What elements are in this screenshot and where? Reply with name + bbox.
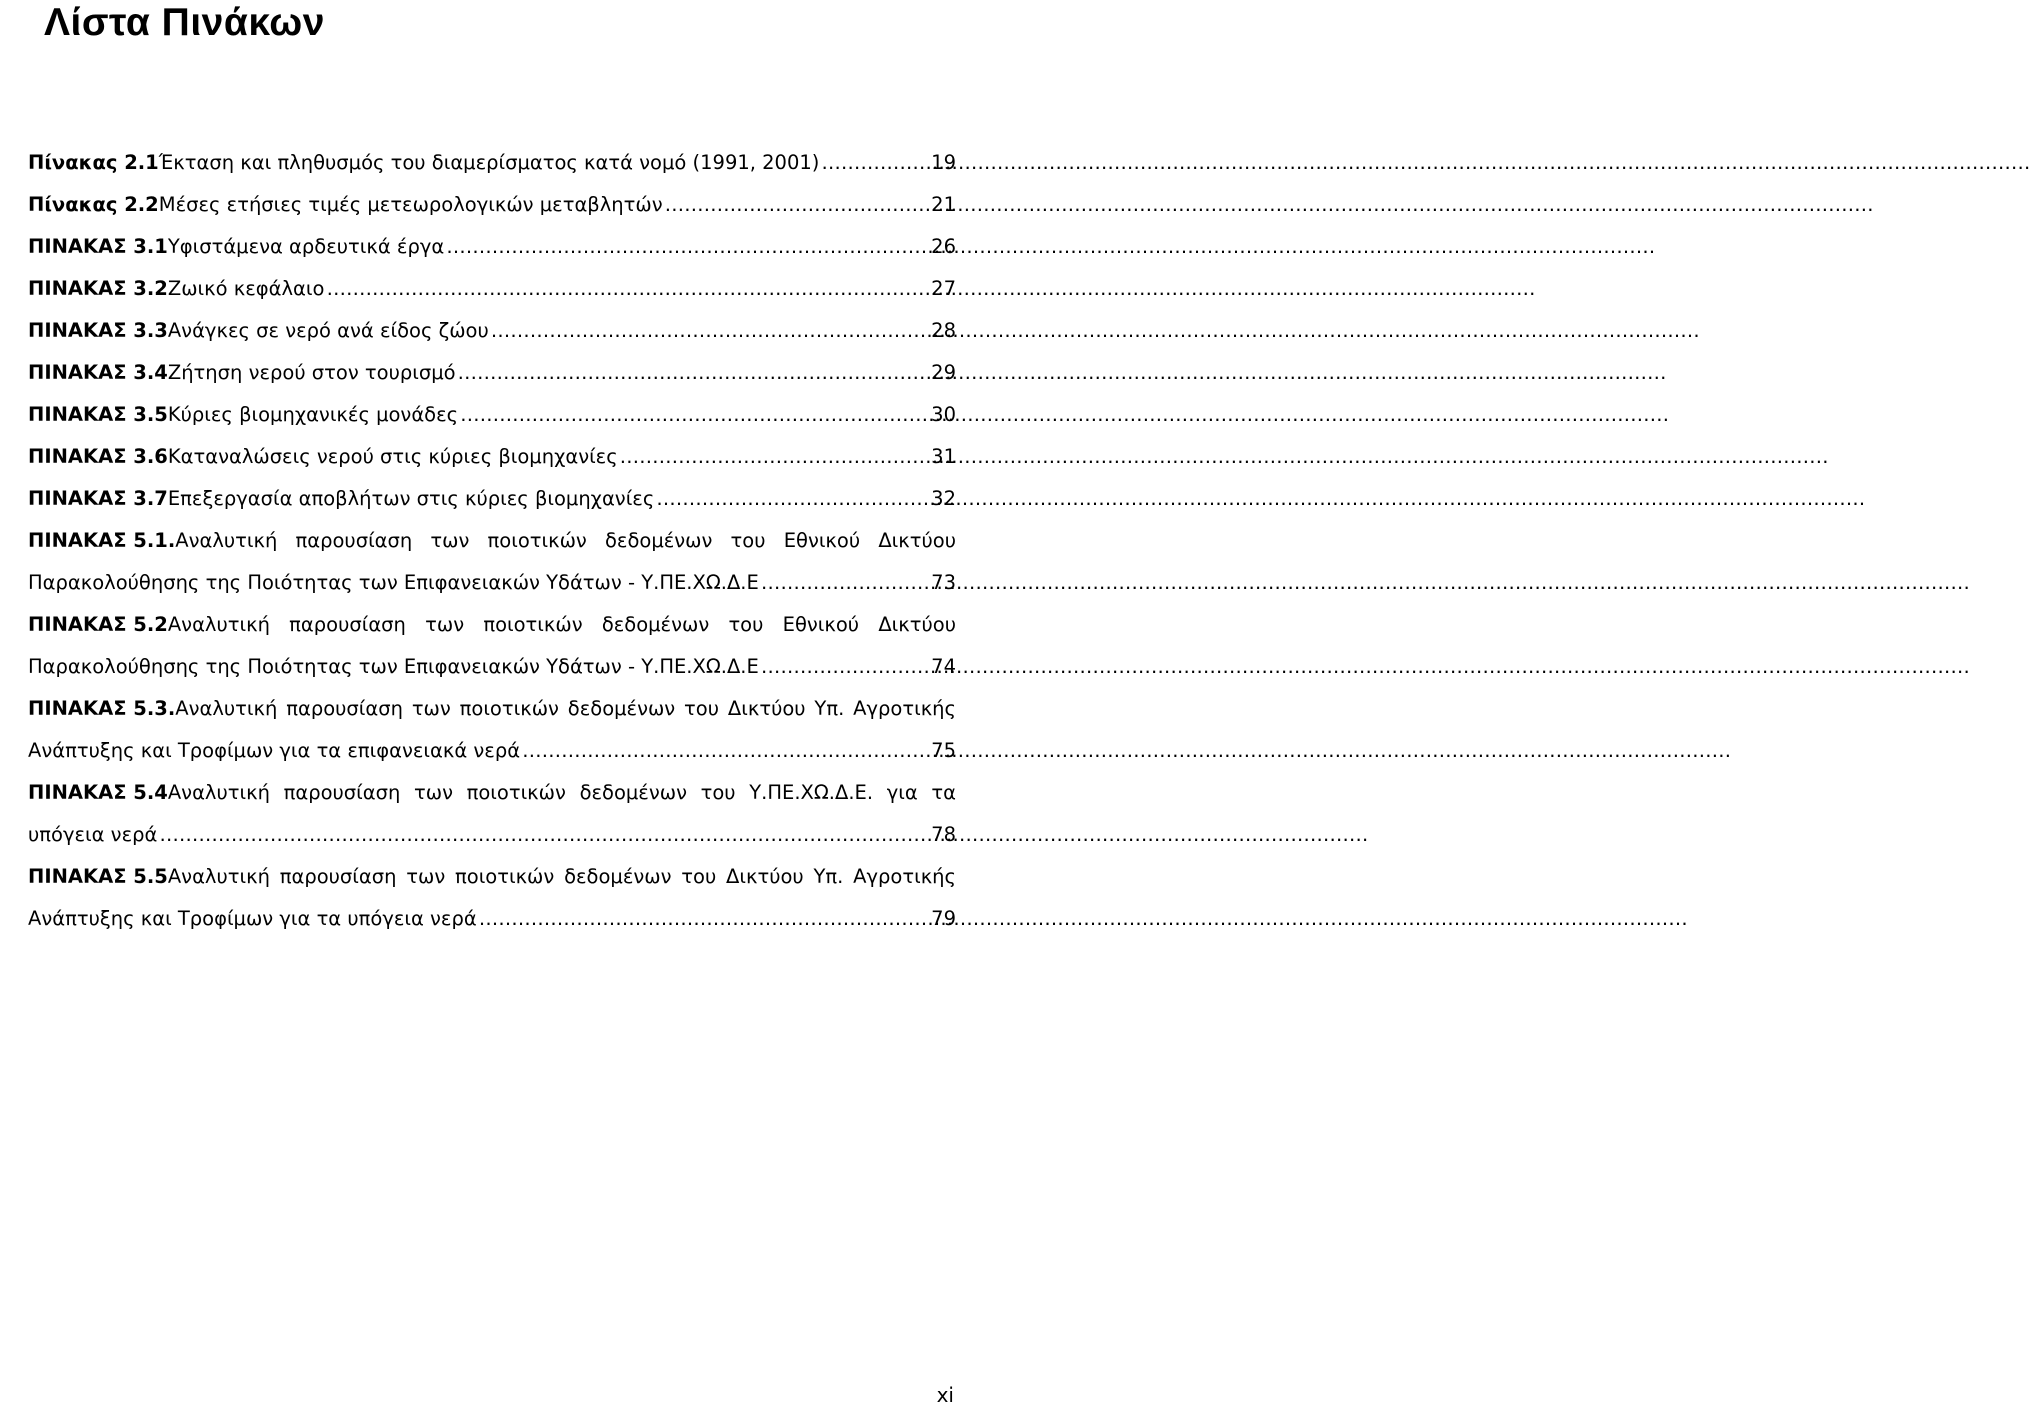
toc-entry-page: 32 [931,487,956,510]
toc-entry-title: Ζωικό κεφάλαιο [167,277,325,300]
toc-entry-page: 74 [931,655,956,678]
toc-entry-title: Μέσες ετήσιες τιμές μετεωρολογικών μεταβλητών [158,193,663,216]
dot-leader [759,565,930,600]
dot-leader [759,649,930,684]
dot-leader [489,313,930,348]
toc-entry-title: Αναλυτική παρουσίαση των ποιοτικών δεδομένων του Εθνικού Δικτύου [175,529,956,552]
dot-leader [444,229,930,264]
toc-entry-page: 78 [931,823,956,846]
toc-entry-label: ΠΙΝΑΚΑΣ 3.7 [28,487,168,510]
toc-entry-title-continued: Ανάπτυξης και Τροφίμων για τα υπόγεια νερά [28,907,477,930]
toc-entry-title: Αναλυτική παρουσίαση των ποιοτικών δεδομένων του Υ.ΠΕ.ΧΩ.Δ.Ε. για τα [167,781,956,804]
toc-entry[interactable] [28,439,956,474]
toc-entry-title: Υφιστάμενα αρδευτικά έργα [167,235,445,258]
toc-entry-label: ΠΙΝΑΚΑΣ 3.1 [28,235,168,258]
toc-entry-title: Κύριες βιομηχανικές μονάδες [167,403,459,426]
toc-entry[interactable] [28,481,956,516]
dot-leader [520,733,930,768]
toc-entry-page: 79 [931,907,956,930]
toc-entry-label: ΠΙΝΑΚΑΣ 5.3. [28,697,176,720]
toc-entry-title-continued: Παρακολούθησης της Ποιότητας των Επιφανειακών Υδάτων - Υ.ΠΕ.ΧΩ.Δ.Ε [28,571,759,594]
dot-leader [456,355,931,390]
toc-entry[interactable] [28,187,956,222]
toc-entry-label: ΠΙΝΑΚΑΣ 5.4 [28,781,168,804]
toc-entry[interactable] [28,313,956,348]
toc-entry[interactable] [28,271,956,306]
toc-entry-page: 28 [931,319,956,342]
toc-entry-title: Καταναλώσεις νερού στις κύριες βιομηχανίες [167,445,618,468]
toc-entry-label: ΠΙΝΑΚΑΣ 5.5 [28,865,168,888]
toc-entry-label: Πίνακας 2.2 [28,193,159,216]
toc-entry-label: Πίνακας 2.1 [28,151,159,174]
toc-entry-title-continued: Ανάπτυξης και Τροφίμων για τα επιφανειακά νερά [28,739,521,762]
dot-leader [654,481,930,516]
toc-entry-label: ΠΙΝΑΚΑΣ 3.3 [28,319,168,342]
toc-entry-title: Ανάγκες σε νερό ανά είδος ζώου [167,319,489,342]
toc-entry-page: 31 [931,445,956,468]
toc-entry-label: ΠΙΝΑΚΑΣ 5.2 [28,613,168,636]
table-of-tables [28,145,956,943]
toc-entry-page: 73 [931,571,956,594]
dot-leader [157,817,930,852]
toc-entry[interactable] [28,145,956,180]
toc-entry-page: 29 [931,361,956,384]
toc-entry-label: ΠΙΝΑΚΑΣ 3.5 [28,403,168,426]
page-title: Λίστα Πινάκων [44,1,325,44]
toc-entry-title: Έκταση και πληθυσμός του διαμερίσματος κατά νομό (1991, 2001) [158,151,820,174]
toc-entry[interactable] [28,523,956,600]
toc-entry-label: ΠΙΝΑΚΑΣ 5.1. [28,529,176,552]
toc-entry-label: ΠΙΝΑΚΑΣ 3.4 [28,361,168,384]
dot-leader [477,901,930,936]
dot-leader [663,187,931,222]
toc-entry-label: ΠΙΝΑΚΑΣ 3.6 [28,445,168,468]
toc-entry-page: 26 [931,235,956,258]
toc-entry[interactable] [28,607,956,684]
toc-entry-title-continued: Παρακολούθησης της Ποιότητας των Επιφανειακών Υδάτων - Υ.ΠΕ.ΧΩ.Δ.Ε [28,655,759,678]
dot-leader [819,145,930,180]
dot-leader [324,271,930,306]
toc-entry-title: Ζήτηση νερού στον τουρισμό [167,361,456,384]
toc-entry-page: 21 [931,193,956,216]
dot-leader [458,397,930,432]
toc-entry-page: 30 [931,403,956,426]
toc-entry[interactable] [28,397,956,432]
toc-entry-title: Επεξεργασία αποβλήτων στις κύριες βιομηχανίες [167,487,655,510]
toc-entry-label: ΠΙΝΑΚΑΣ 3.2 [28,277,168,300]
dot-leader [618,439,931,474]
toc-entry[interactable] [28,775,956,852]
toc-entry-page: 27 [931,277,956,300]
toc-entry[interactable] [28,859,956,936]
toc-entry-title: Αναλυτική παρουσίαση των ποιοτικών δεδομένων του Εθνικού Δικτύου [167,613,956,636]
toc-entry[interactable] [28,691,956,768]
toc-entry[interactable] [28,355,956,390]
page-number: xi [936,1383,954,1407]
toc-entry-title-continued: υπόγεια νερά [28,823,158,846]
toc-entry[interactable] [28,229,956,264]
toc-entry-page: 75 [931,739,956,762]
toc-entry-page: 19 [931,151,956,174]
toc-entry-title: Αναλυτική παρουσίαση των ποιοτικών δεδομένων του Δικτύου Υπ. Αγροτικής [167,865,956,888]
toc-entry-title: Αναλυτική παρουσίαση των ποιοτικών δεδομένων του Δικτύου Υπ. Αγροτικής [175,697,956,720]
